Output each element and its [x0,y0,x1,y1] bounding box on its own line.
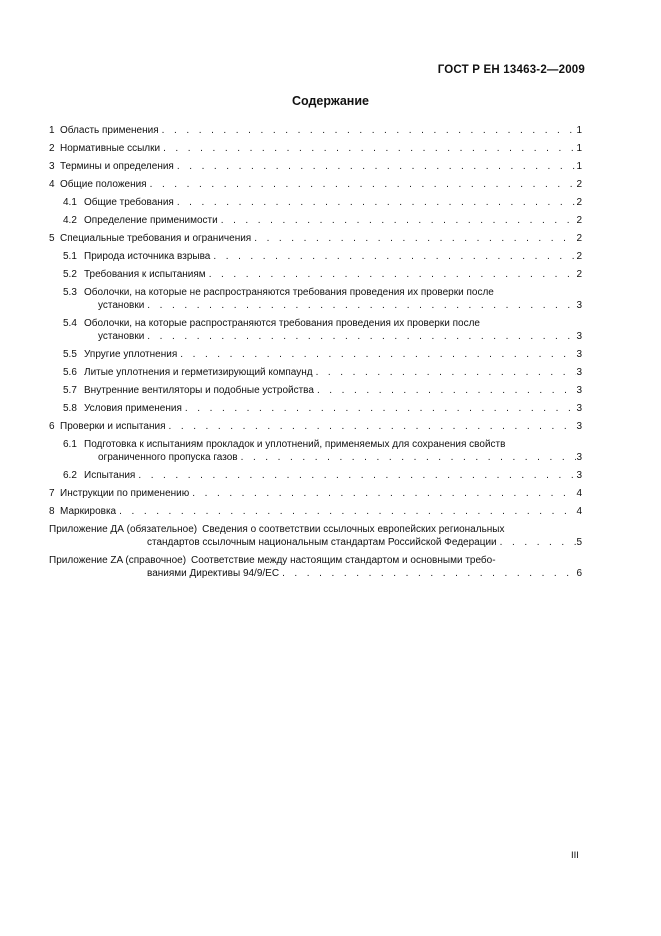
toc-title: Определение применимости [84,215,218,226]
toc-title: Условия применения [84,403,182,414]
toc-number: 6.2 [63,470,77,481]
leader-dots [254,232,576,245]
toc-title: Требования к испытаниям [84,269,206,280]
leader-dots [150,178,576,191]
toc-page: 3 [576,300,582,311]
toc-title: Общие требования [84,197,174,208]
toc-number: 5.1 [63,251,77,262]
toc-title: Специальные требования и ограничения [60,233,252,244]
toc-number: 4 [49,179,55,190]
toc-title: Внутренние вентиляторы и подобные устройства [84,385,314,396]
appendix-label: Приложение ZA (справочное) [49,555,187,566]
toc-page: 2 [576,215,582,226]
leader-dots [316,366,576,379]
leader-dots [177,160,576,173]
toc-title: Природа источника взрыва [84,251,211,262]
leader-dots [192,487,576,500]
toc-title-line1: Подготовка к испытаниям прокладок и уплотнений, применяемых для сохранения свойств [84,439,506,450]
toc-page: 2 [576,233,582,244]
leader-dots [209,268,576,281]
standard-code: ГОСТ Р ЕН 13463-2—2009 [437,64,585,76]
toc-title-line2: установки [98,331,145,342]
toc-page: 3 [576,403,582,414]
toc-entry-5-7[interactable] [49,384,582,397]
toc-entry-3[interactable] [49,160,582,173]
toc-number: 5.4 [63,318,77,329]
toc-entry-5-4[interactable] [49,317,582,343]
toc-number: 5 [49,233,55,244]
toc-title-line1: Сведения о соответствии ссылочных европейских региональных [202,524,505,535]
leader-dots [500,536,576,549]
toc-number: 2 [49,143,55,154]
leader-dots [138,469,576,482]
toc-entry-5[interactable] [49,232,582,245]
toc-title: Испытания [84,470,136,481]
toc-number: 5.3 [63,287,77,298]
toc-entry-appendix-za[interactable] [49,554,582,580]
leader-dots [168,420,576,433]
toc-page: 4 [576,506,582,517]
toc-number: 6.1 [63,439,77,450]
toc-entry-8[interactable] [49,505,582,518]
toc-title: Область применения [60,125,159,136]
toc-page: 6 [576,568,582,579]
toc-title-line1: Соответствие между настоящим стандартом и основными требо- [191,555,496,566]
toc-page: 3 [576,385,582,396]
toc-number: 3 [49,161,55,172]
toc-title-line2: ваниями Директивы 94/9/ЕС [147,568,280,579]
toc-title: Инструкции по применению [60,488,190,499]
toc-title-line2: установки [98,300,145,311]
leader-dots [162,124,576,137]
toc-title: Маркировка [60,506,117,517]
toc-title: Общие положения [60,179,147,190]
toc-number: 1 [49,125,55,136]
leader-dots [119,505,576,518]
toc-page: 4 [576,488,582,499]
toc-entry-4[interactable] [49,178,582,191]
toc-entry-4-2[interactable] [49,214,582,227]
leader-dots [180,348,576,361]
toc-page: 2 [576,179,582,190]
leader-dots [282,567,576,580]
toc-entry-2[interactable] [49,142,582,155]
toc-title: Термины и определения [60,161,174,172]
toc-page: 1 [576,143,582,154]
page-title: Содержание [291,94,369,108]
toc-page: 1 [576,125,582,136]
toc-title-line1: Оболочки, на которые не распространяются требования проведения их проверки после [84,287,494,298]
leader-dots [317,384,576,397]
toc-page: 3 [576,421,582,432]
toc-entry-5-1[interactable] [49,250,582,263]
toc-page: 3 [576,331,582,342]
toc-entry-6-1[interactable] [49,438,582,464]
toc-title-line1: Оболочки, на которые распространяются требования проведения их проверки после [84,318,480,329]
toc-number: 4.2 [63,215,77,226]
toc-number: 5.8 [63,403,77,414]
toc-title: Упругие уплотнения [84,349,178,360]
leader-dots [241,451,576,464]
toc-number: 5.6 [63,367,77,378]
leader-dots [147,330,576,343]
toc-entry-5-3[interactable] [49,286,582,312]
toc-entry-5-5[interactable] [49,348,582,361]
leader-dots [147,299,576,312]
leader-dots [185,402,576,415]
toc-title: Литые уплотнения и герметизирующий компаунд [84,367,313,378]
toc-title: Проверки и испытания [60,421,166,432]
toc-entry-7[interactable] [49,487,582,500]
toc-page: 5 [576,537,582,548]
leader-dots [177,196,576,209]
toc-entry-5-6[interactable] [49,366,582,379]
toc-entry-6-2[interactable] [49,469,582,482]
toc-number: 5.7 [63,385,77,396]
toc-number: 5.5 [63,349,77,360]
toc-entry-4-1[interactable] [49,196,582,209]
toc-entry-5-8[interactable] [49,402,582,415]
toc-title: Нормативные ссылки [60,143,161,154]
leader-dots [163,142,576,155]
toc-page: 2 [576,251,582,262]
toc-number: 8 [49,506,55,517]
toc-title-line2: ограниченного пропуска газов [98,452,238,463]
table-of-contents [49,124,582,585]
toc-number: 4.1 [63,197,77,208]
toc-page: 3 [576,367,582,378]
toc-page: 3 [576,349,582,360]
toc-number: 5.2 [63,269,77,280]
toc-entry-6[interactable] [49,420,582,433]
toc-page: 2 [576,269,582,280]
toc-entry-5-2[interactable] [49,268,582,281]
page-number: III [571,850,579,861]
toc-number: 6 [49,421,55,432]
toc-page: 1 [576,161,582,172]
toc-number: 7 [49,488,55,499]
toc-page: 2 [576,197,582,208]
toc-page: 3 [576,452,582,463]
toc-title-line2: стандартов ссылочным национальным стандартам Российской Федерации [147,537,497,548]
leader-dots [221,214,576,227]
appendix-label: Приложение ДА (обязательное) [49,524,198,535]
leader-dots [213,250,576,263]
toc-entry-1[interactable] [49,124,582,137]
toc-page: 3 [576,470,582,481]
toc-entry-appendix-da[interactable] [49,523,582,549]
